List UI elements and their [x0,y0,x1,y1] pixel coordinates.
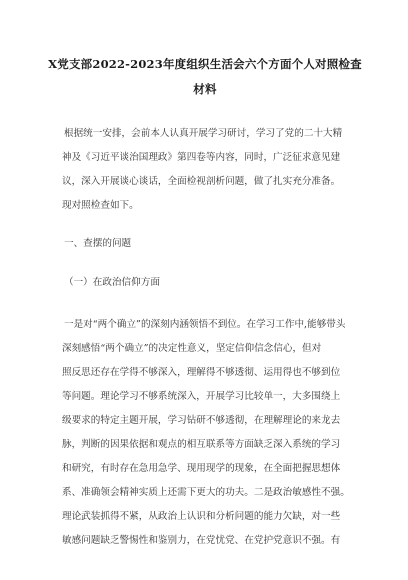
intro-line: 议，深入开展谈心谈话，全面检视剖析问题，做了扎实充分准备。 [62,176,341,187]
document-title-continued: 材料 [193,82,217,96]
subsection-heading: （一）在政治信仰方面 [64,277,160,288]
body-line: 一是对“两个确立”的深刻内涵领悟不到位。在学习工作中,能够带头 [64,319,346,330]
document-title: X党支部2022-2023年度组织生活会六个方面个人对照检查 [48,57,362,71]
body-line: 深刻感悟“两个确立”的决定性意义，坚定信仰信念信心，但对 [62,343,322,354]
body-line: 照反思还存在学得不够深入，理解得不够透彻、运用得也不够到位 [62,367,341,378]
body-line: 理论武装抓得不紧，从政治上认识和分析问题的能力欠缺，对一些 [62,511,341,522]
body-line: 等问题。理论学习不够系统深入，开展学习比较单一，大多围绕上 [62,391,341,402]
intro-line: 神及《习近平谈治国理政》第四卷等内容，同时，广泛征求意见建 [62,152,341,163]
section-heading: 一、查摆的问题 [64,238,132,249]
intro-line: 根据统一安排，会前本人认真开展学习研讨，学习了党的二十大精 [64,128,343,139]
intro-line: 现对照检查如下。 [62,200,139,211]
body-line: 系、准确领会精神实质上还需下更大的功夫。二是政治敏感性不强。 [62,487,350,498]
body-line: 和研究，有时存在急用急学、现用现学的现象，在全面把握思想体 [62,463,341,474]
body-line: 脉，判断的因果依据和观点的相互联系等方面缺乏深入系统的学习 [62,439,341,450]
body-line: 级要求的特定主题开展，学习钻研不够透彻，在理解理论的来龙去 [62,415,341,426]
body-line: 敏感问题缺乏警惕性和鉴别力，在党忧党、在党护党意识不强。有 [62,535,341,546]
